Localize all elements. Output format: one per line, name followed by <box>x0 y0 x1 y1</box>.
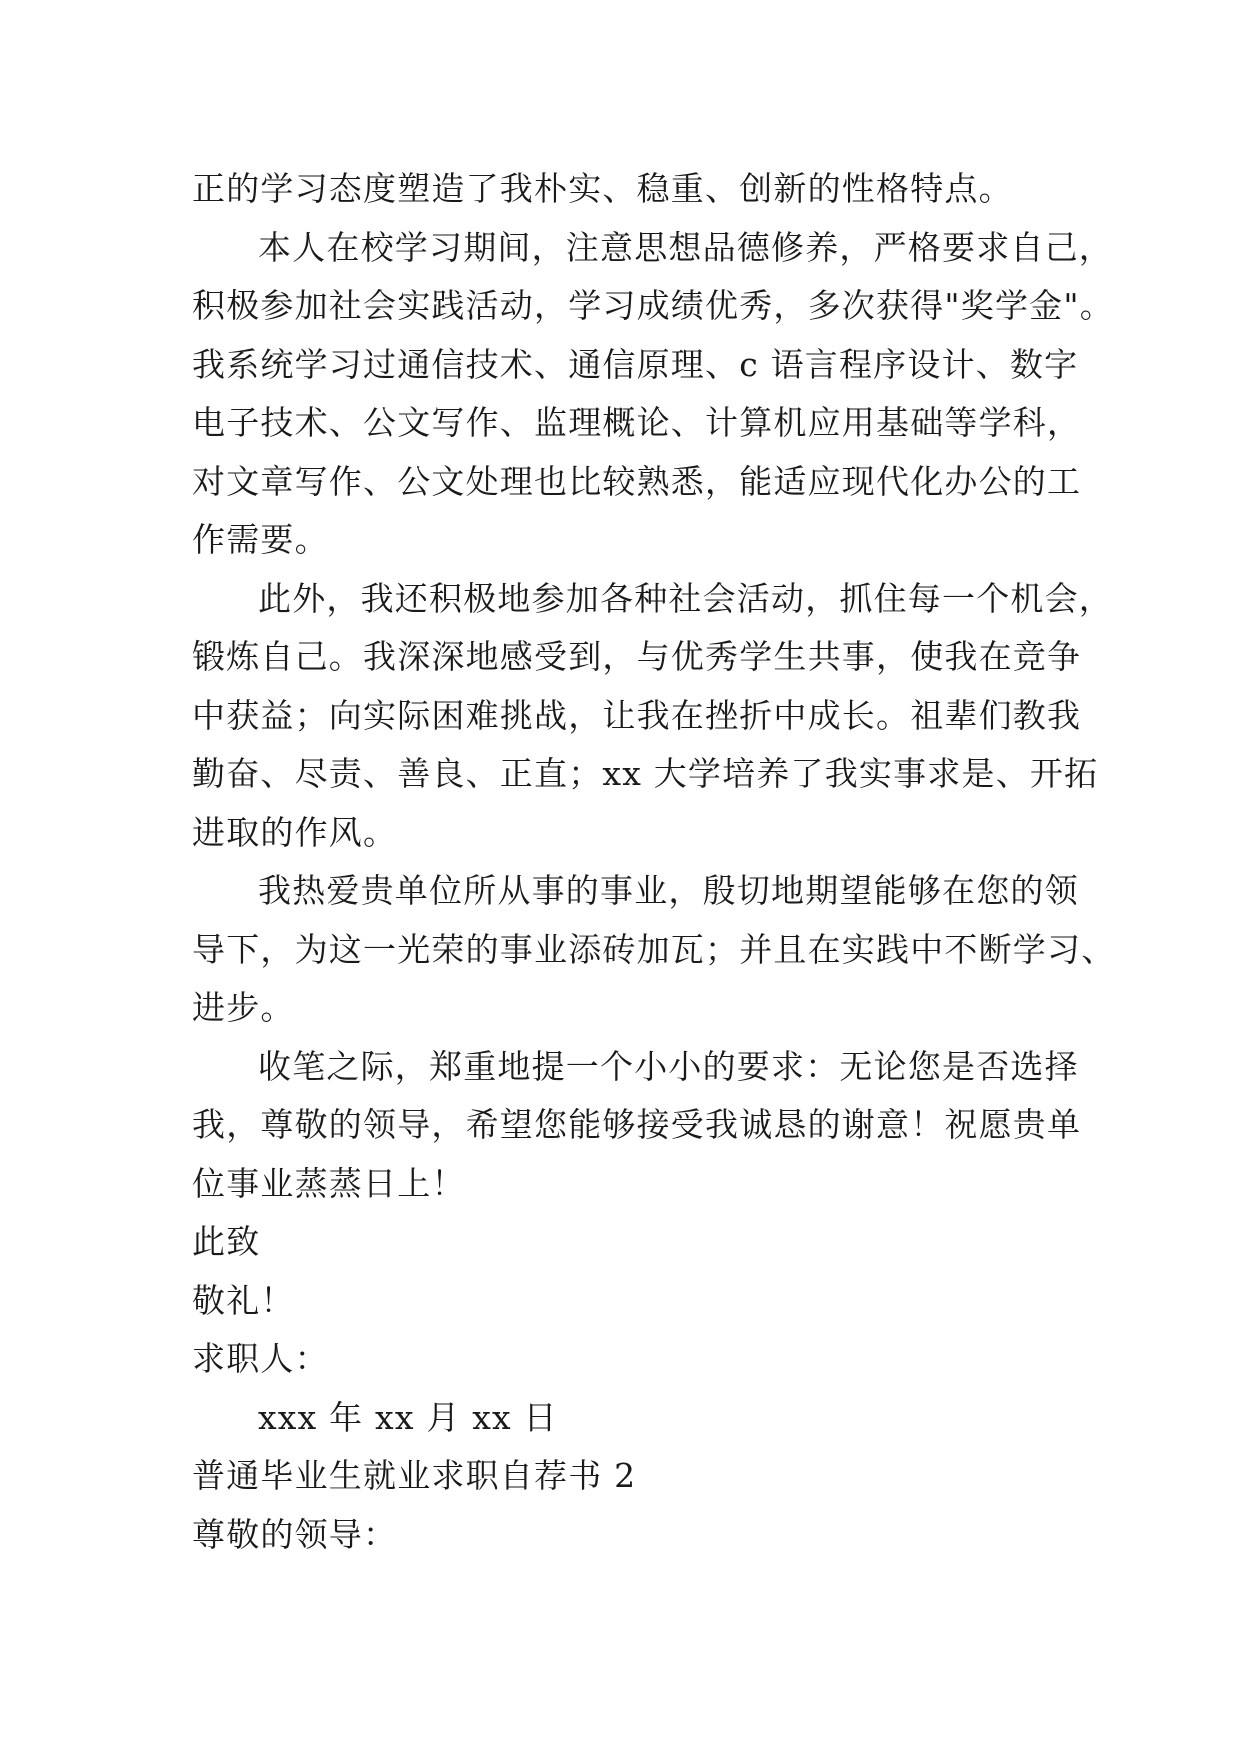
text-line: 位事业蒸蒸日上！ <box>192 1163 466 1203</box>
text-line: 我热爱贵单位所从事的事业，殷切地期望能够在您的领 <box>258 871 1079 910</box>
text-line: 收笔之际，郑重地提一个小小的要求：无论您是否选择 <box>258 1046 1079 1086</box>
text-line: 进步。 <box>192 988 295 1027</box>
text-line: 锻炼自己。我深深地感受到，与优秀学生共事，使我在竞争 <box>192 637 1082 676</box>
text-line: 此外，我还积极地参加各种社会活动，抓住每一个机会， <box>258 578 1113 618</box>
text-line: 进取的作风。 <box>192 812 398 852</box>
text-line: 积极参加社会实践活动，学习成绩优秀，多次获得"奖学金"。 <box>192 286 1114 325</box>
text-line: 作需要。 <box>192 520 329 559</box>
section-title: 普通毕业生就业求职自荐书 2 <box>192 1456 637 1495</box>
text-line: 对文章写作、公文处理也比较熟悉，能适应现代化办公的工 <box>192 461 1082 501</box>
letter-date: xxx 年 xx 月 xx 日 <box>258 1397 558 1437</box>
text-line: 本人在校学习期间，注意思想品德修养，严格要求自己， <box>258 227 1113 267</box>
text-line: 导下，为这一光荣的事业添砖加瓦；并且在实践中不断学习、 <box>192 929 1116 969</box>
letter-body <box>192 160 1116 1564</box>
text-line: 我系统学习过通信技术、通信原理、c 语言程序设计、数字 <box>192 344 1079 384</box>
text-line: 我，尊敬的领导，希望您能够接受我诚恳的谢意！祝愿贵单 <box>192 1105 1082 1144</box>
text-line: 勤奋、尽责、善良、正直；xx 大学培养了我实事求是、开拓 <box>192 754 1099 793</box>
text-line: 电子技术、公文写作、监理概论、计算机应用基础等学科， <box>192 403 1082 442</box>
text-line: 中获益；向实际困难挑战，让我在挫折中成长。祖辈们教我 <box>192 695 1082 735</box>
greeting: 尊敬的领导： <box>192 1514 398 1554</box>
closing-regards: 敬礼！ <box>192 1280 295 1320</box>
closing-salutation: 此致 <box>192 1222 261 1261</box>
applicant-label: 求职人： <box>192 1339 329 1378</box>
text-line: 正的学习态度塑造了我朴实、稳重、创新的性格特点。 <box>192 169 1013 208</box>
